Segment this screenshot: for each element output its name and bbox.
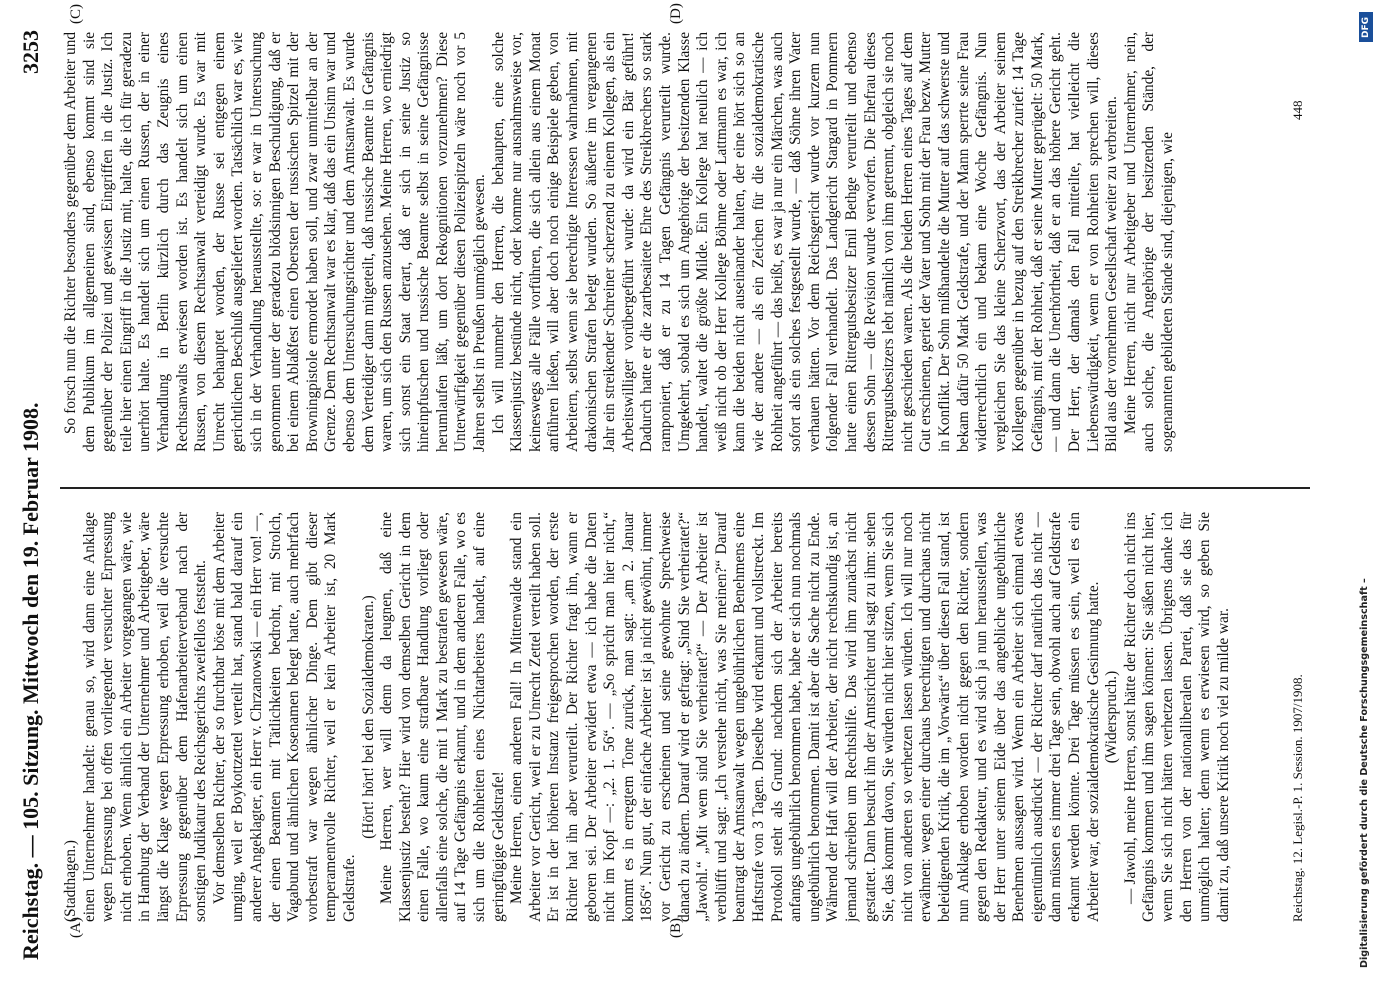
footer-session: Reichstag. 12. Legisl.-P. 1. Session. 1907/1908. (1290, 674, 1305, 922)
digitization-credit (1359, 12, 1373, 1002)
footer-number: 448 (1290, 100, 1305, 120)
margin-marker-a: (A) (68, 917, 84, 938)
paragraph: So forsch nun die Richter besonders gegenüber dem Arbeiter und dem Publikum im allgemeinen sind, ebenso kommt sind sie gegenüber der Polizei und gewissen Eingriffen in die Justiz. Ich teile hier einen Eingriff in die Justiz mit, halte, die ich für geradezu unerhört halte. Es handelt sich um einen Russen, der in einer Verhandlung in Berlin kürzlich durch das Zeugnis eines Rechtsanwalts erwiesen worden ist. Es handelt sich um einen Russen, von diesem Rechtsanwalt verteidigt wurde. Es war mit Unrecht behauptet worden, der Russe sei entgegen einem gerichtlichen Beschluß ausgeliefert worden. Tatsächlich war es, wie sich in der Verhandlung herausstellte, so: er war in Untersuchung genommen unter der geradezu blödsinnigen Beschuldigung, daß er bei einem Ablaßfest einen Obersten der russischen Spitzel mit der Browningpistole ermordet haben soll, und zwar unmittelbar an der Grenze. Dem Rechtsanwalt war es klar, daß das ein Unsinn war und ebenso dem Untersuchungsrichter und dem Amtsanwalt. Es wurde dem Verteidiger dann mitgeteilt, daß russische Beamte in Gefängnis waren, um sich den Russen anzusehen. Meine Herren, wo erniedrigt sich sonst ein Staat derart, daß er sich in seine Justiz so hineinpfuschen und russische Beamte selbst in seine Gefängnisse herumlaufen läßt, um dort Rekognitionen vorzunehmen? Diese Unterwürfigkeit gegenüber diesen Polizeispitzeln wäre noch vor 5 Jahren selbst in Preußen unmöglich gewesen. (62, 32, 489, 452)
page-header (18, 30, 48, 960)
interjection: (Hört! hört! bei den Sozialdemokraten.) (359, 595, 377, 839)
paragraph: Meine Herren, nicht nur Arbeitgeber und Unternehmer, nein, auch solche, die Angehörige der besitzenden Stände, der sogenannten gebildeten Stände sind, diejenigen, wie (1121, 32, 1177, 452)
paragraph: einen Unternehmer handelt: genau so, wird dann eine Anklage wegen Erpressung bei offen vorliegender versuchter Erpressung nicht erhoben. Wenn ähnlich ein Arbeiter vorgegangen wäre, wie in Hamburg der Verband der Unternehmer und Arbeitgeber, wäre längst die Klage wegen Erpressung erhoben, weil die versuchte Erpressung gegenüber dem Hafenarbeiterverband nach der sonstigen Judikatur des Reichsgerichts zweifellos feststeht. (80, 512, 210, 922)
column-divider (60, 487, 1310, 489)
paragraph: Meine Herren, einen anderen Fall! In Mittenwalde stand ein Arbeiter vor Gericht, weil er zu Unrecht Zettel verteilt haben soll. Er ist in der höheren Instanz freigesprochen worden, der erste Richter hat ihn aber verurteilt. Der Richter fragt ihn, wann er geboren sei. Der Arbeiter erwidert etwa — ich habe die Daten nicht im Kopf —: „2. 1. 56“. — „So spricht man hier nicht,“ kommt es in erregtem Tone zurück, man sagt: „am 2. Januar 1856“. Nun gut, der einfache Arbeiter ist ja nicht gewöhnt, immer vor Gericht zu erscheinen und seine gewohnte Sprechweise danach zu ändern. Darauf wird er gefragt: „Sind Sie verheiratet?“ „Jawohl.“ „Mit wem sind Sie verheiratet?“ — Der Arbeiter ist verblüfft und sagt: „Ich verstehe nicht, was Sie meinen?“ Darauf beantragt der Amtsanwalt wegen ungebührlichen Benehmens eine Haftstrafe von 3 Tagen. Dieselbe wird erkannt und vollstreckt. Im Protokoll steht als Grund: nachdem sich der Arbeiter bereits anfangs ungebührlich benommen habe, habe er sich nun nochmals ungebührlich benommen. Damit ist aber die Sache nicht zu Ende. Während der Haft will der Arbeiter, der nicht rechtskundig ist, an jemand schreiben um Rechtshilfe. Das wird ihm zunächst nicht gestattet. Dann besucht ihn der Amtsrichter und sagt zu ihm: sehen Sie, das kommt davon, Sie würden nicht hier sitzen, wenn Sie sich nicht von anderen so verhetzen lassen würden. Ich will nur noch erwähnen: wegen einer durchaus berechtigten und durchaus nicht beleidigenden Kritik, die im „Vorwärts“ über diesen Fall stand, ist nun Anklage erhoben worden nicht gegen den Richter, sondern gegen den Redakteur, und es wird sich ja nun herausstellen, was der Herr unter seinem Eide über das angebliche ungebührliche Benehmen aussagen wird. Wenn ein Arbeiter sich einmal etwas eigentümlich ausdrückt — der Richter darf natürlich das nicht — dann müssen es immer drei Tage sein, obwohl auch auf Geldstrafe erkannt werden könnte. Drei Tage müssen es sein, weil es ein Arbeiter war, der sozialdemokratische Gesinnung hatte. (508, 512, 1102, 922)
paragraph: — Jawohl, meine Herren, sonst hätte der Richter doch nicht ins Gefängnis kommen und ihm sagen können: Sie säßen nicht hier, wenn Sie sich nicht hätten verhetzen lassen. Übrigens danke ich den Herren von der nationalliberalen Partei, daß sie das für unmöglich halten; denn wenn es erwiesen wird, so geben Sie damit zu, daß unsere Kritik noch viel zu milde war. (1121, 512, 1232, 922)
margin-marker-c: (C) (68, 4, 84, 24)
paragraph: Meine Herren, wer will denn da leugnen, daß eine Klassenjustiz besteht? Hier wird von demselben Gericht in dem einen Falle, wo kaum eine strafbare Handlung vorliegt oder allenfalls eine solche, die mit 1 Mark zu bestrafen gewesen wäre, auf 14 Tage Gefängnis erkannt, und in dem anderen Falle, wo es sich um die Rohheiten eines Nichtarbeiters handelt, auf eine geringfügige Geldstrafe! (378, 512, 507, 922)
interjection: (Widerspruch.) (1103, 670, 1121, 764)
paragraph: Vor demselben Richter, der so furchtbar böse mit dem Arbeiter umging, weil er Boykottzettel verteilt hat, stand bald darauf ein anderer Angeklagter, ein Herr v. Chrzanowski — ein Herr von! —, der einen Beamten mit Tätlichkeiten bedroht, mit Strolch, Vagabund und ähnlichen Kosenamen belegt hatte, auch mehrfach vorbestraft war wegen ähnlicher Dinge. Dem gibt dieser temperamentvolle Richter, weil er kein Arbeiter ist, 20 Mark Geldstrafe. (210, 512, 358, 922)
page-number: 3253 (18, 30, 43, 74)
right-text-column (62, 32, 1302, 452)
left-text-column (62, 512, 1282, 922)
speaker-name: (Stadthagen.) (62, 840, 79, 922)
paragraph: Ich will nunmehr den Herren, die behaupten, eine solche Klassenjustiz bestünde nicht, oder komme nur ausnahmsweise vor, keineswegs alle Fälle vorführen, die sich allein aus einem Monat anführen ließen, will aber doch noch einige Beispiele geben, von Arbeitern, selbst wenn sie berechtigte Interessen wahrnahmen, mit drakonischen Strafen belegt wurden. So äußerte im vergangenen Jahr ein streikender Schreiner scherzend zu einem Kollegen, als ein Arbeitswilliger vorübergeführt wurde: da wird ein Bär geführt! Dadurch hatte er die zartbesaitete Ehre des Streikbrechers so stark ramponiert, daß er zu 14 Tagen Gefängnis verurteilt wurde. Umgekehrt, sobald es sich um Angehörige der besitzenden Klasse handelt, waltet die größte Milde. Ein Kollege hat neulich — ich weiß nicht ob der Herr Kollege Böhme oder Lattmann es war, ich kann die beiden nicht auseinander halten, der eine hört sich so an wie der andere — als ein Zeichen für die sozialdemokratische Rohheit angeführt — das heißt, es war ja nur ein Märchen, was auch sofort als ein solches festgestellt wurde, — daß Söhne ihren Vater verhauen hätten. Vor dem Reichsgericht wurde vor kurzem nun folgender Fall verhandelt. Das Landgericht Stargard in Pommern hatte einen Rittergutsbesitzer Emil Bethge verurteilt und ebenso dessen Sohn — die Revision wurde verworfen. Die Ehefrau dieses Rittergutsbesitzers lebt nämlich von ihm getrennt, obgleich sie noch nicht geschieden waren. Als die beiden Herren eines Tages auf dem Gut erschienen, geriet der Vater und Sohn mit der Frau bezw. Mutter in Konflikt. Der Sohn mißhandelte die Mutter auf das schwerste und bekam dafür 50 Mark Geldstrafe, und der Mann sperrte seine Frau widerrechtlich ein und bekam eine Woche Gefängnis. Nun vergleichen Sie das kleine Scherzwort, das der Arbeiter seinem Kollegen gegenüber in bezug auf den Streikbrecher zurief: 14 Tage Gefängnis, mit der Rohheit, daß er seine Mutter geprügelt: 50 Mark, — und dann die Unerhörtheit, daß er an das höhere Gericht geht. Der Herr, der damals den Fall mitteilte, hat vielleicht die Liebenswürdigkeit, wenn er von Rohheiten sprechen will, dieses Bild aus der vornehmen Gesellschaft weiter zu verbreiten. (489, 32, 1121, 452)
margin-marker-b: (B) (668, 918, 684, 938)
dfg-logo-icon: DFG (1359, 12, 1373, 42)
credit-text: Digitalisierung gefördert durch die Deutsche Forschungsgemeinschaft – (1359, 578, 1370, 968)
header-title: Reichstag. — 105. Sitzung. Mittwoch den 19. Februar 1908. (18, 402, 43, 960)
margin-marker-d: (D) (668, 3, 684, 24)
